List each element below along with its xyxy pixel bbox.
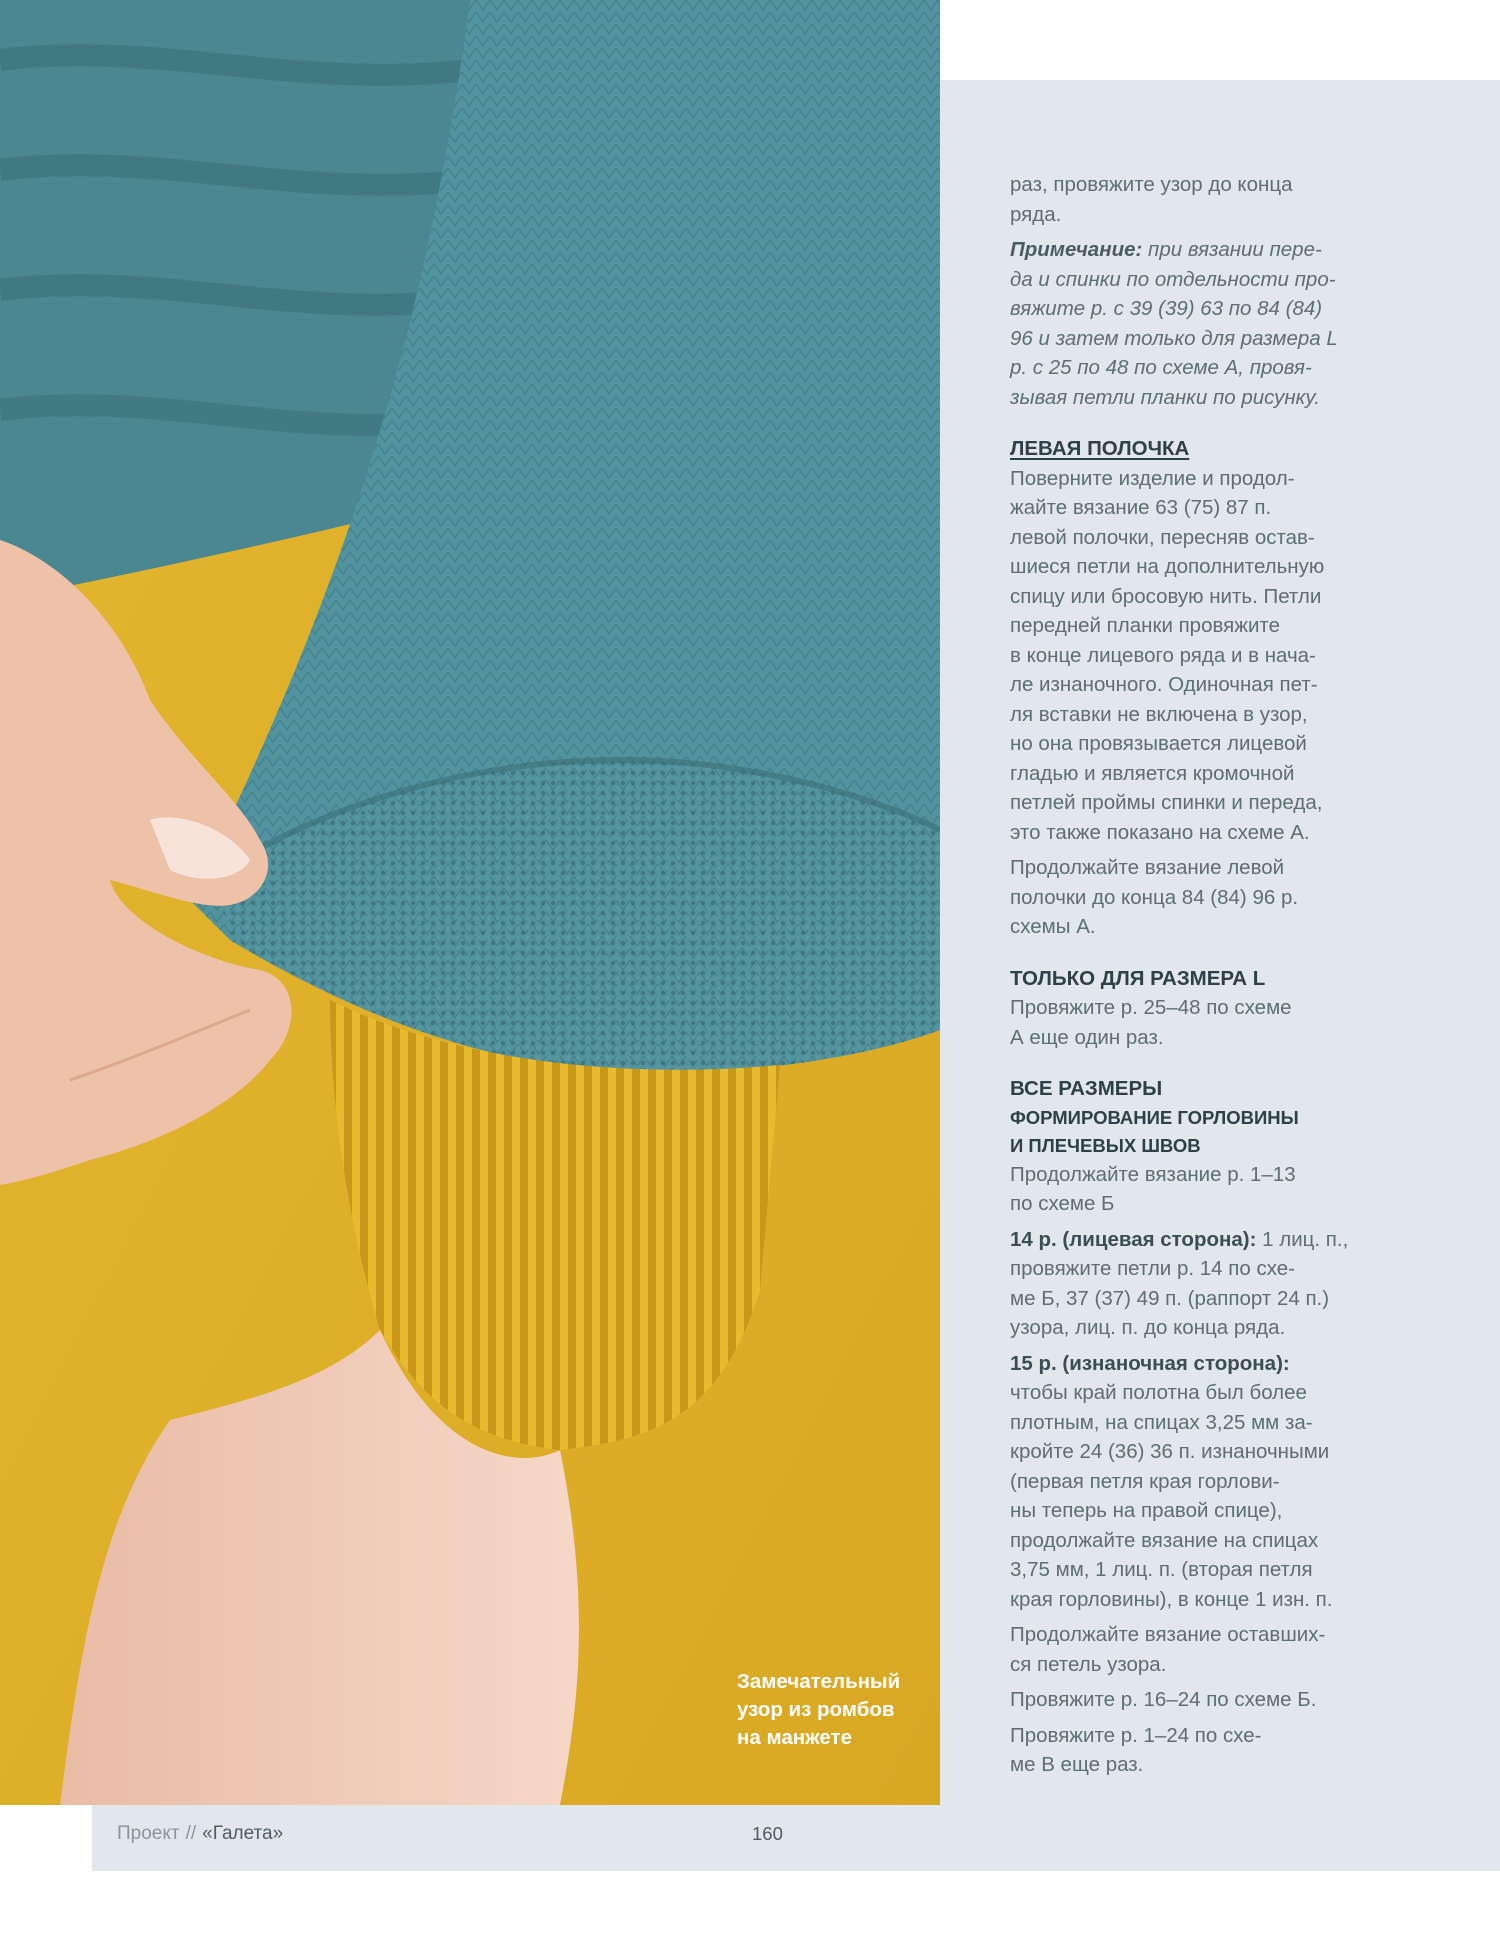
caption-line: узор из ромбов xyxy=(737,1698,895,1721)
text-line: 3,75 мм, 1 лиц. п. (вторая петля xyxy=(1010,1558,1313,1581)
left-front-paragraph-2 xyxy=(1010,853,1400,942)
note-line: 96 и затем только для размера L xyxy=(1010,326,1338,350)
text-line: в конце лицевого ряда и в нача- xyxy=(1010,643,1316,667)
text-line: (первая петля края горлови- xyxy=(1010,1469,1280,1493)
photo-caption xyxy=(737,1668,937,1752)
note-label: Примечание: xyxy=(1010,238,1143,261)
text-line: ме Б, 37 (37) 49 п. (раппорт 24 п.) xyxy=(1010,1286,1330,1310)
continue-paragraph xyxy=(1010,1620,1400,1679)
section-heading-left-front: ЛЕВАЯ ПОЛОЧКА xyxy=(1010,437,1190,460)
text-line: Провяжите р. 16–24 по схеме Б. xyxy=(1010,1688,1317,1711)
text-line: А еще один раз. xyxy=(1010,1025,1164,1049)
caption-line: Замечательный xyxy=(737,1670,901,1693)
text-line: ме В еще раз. xyxy=(1010,1753,1144,1776)
text-line: полочки до конца 84 (84) 96 р. xyxy=(1010,885,1299,909)
footer-section: Проект xyxy=(117,1823,180,1844)
text-line: кройте 24 (36) 36 п. изнаночными xyxy=(1010,1440,1330,1463)
text-line: края горловины), в конце 1 изн. п. xyxy=(1010,1587,1333,1611)
text-line: жайте вязание 63 (75) 87 п. xyxy=(1010,496,1272,519)
page-number: 160 xyxy=(752,1823,783,1844)
note-line: р. с 25 по 48 по схеме А, провя- xyxy=(1010,356,1312,379)
row-14-paragraph xyxy=(1010,1225,1400,1343)
note-paragraph xyxy=(1010,235,1400,412)
text-line: ны теперь на правой спице), xyxy=(1010,1499,1283,1522)
row-15-label: 15 р. (изнаночная сторона): xyxy=(1010,1351,1290,1375)
left-front-paragraph xyxy=(1010,464,1400,848)
text-line: петлей проймы спинки и переда, xyxy=(1010,791,1323,814)
note-line: да и спинки по отдельности про- xyxy=(1010,267,1336,291)
note-line: вяжите р. с 39 (39) 63 по 84 (84) xyxy=(1010,297,1323,320)
text-line: шиеся петли на дополнительную xyxy=(1010,555,1325,578)
text-line: чтобы край полотна был более xyxy=(1010,1381,1307,1404)
note-line: зывая петли планки по рисунку. xyxy=(1010,385,1320,409)
instructions-column xyxy=(1010,170,1400,1786)
footer-breadcrumb xyxy=(117,1822,283,1846)
text-line: передней планки провяжите xyxy=(1010,614,1280,637)
text-line: Провяжите р. 1–24 по схе- xyxy=(1010,1723,1262,1747)
text-line: узора, лиц. п. до конца ряда. xyxy=(1010,1316,1286,1339)
all-sizes-paragraph xyxy=(1010,1160,1400,1219)
text-line: плотным, на спицах 3,25 мм за- xyxy=(1010,1410,1313,1434)
text-line: ля вставки не включена в узор, xyxy=(1010,702,1308,726)
text-line: 1 лиц. п., xyxy=(1256,1227,1349,1251)
note-text: при вязании пере- xyxy=(1142,238,1322,261)
text-line: ле изнаночного. Одиночная пет- xyxy=(1010,673,1318,696)
text-line: Продолжайте вязание р. 1–13 xyxy=(1010,1162,1296,1186)
text-line: Поверните изделие и продол- xyxy=(1010,466,1295,490)
text-line: по схеме Б xyxy=(1010,1192,1115,1215)
text-line: левой полочки, пересняв остав- xyxy=(1010,525,1315,549)
text-line: ся петель узора. xyxy=(1010,1652,1167,1676)
text-line: схемы А. xyxy=(1010,915,1096,938)
row-14-label: 14 р. (лицевая сторона): xyxy=(1010,1227,1257,1251)
subheading-neckline: ФОРМИРОВАНИЕ ГОРЛОВИНЫ И ПЛЕЧЕВЫХ ШВОВ xyxy=(1010,1106,1299,1156)
rows-16-24-paragraph xyxy=(1010,1685,1400,1715)
text-line: Продолжайте вязание левой xyxy=(1010,856,1285,879)
text-line: гладью и является кромочной xyxy=(1010,761,1295,785)
text-line: это также показано на схеме А. xyxy=(1010,820,1310,844)
footer-project-name: «Галета» xyxy=(202,1823,284,1844)
text-line: Провяжите р. 25–48 по схеме xyxy=(1010,996,1292,1019)
text-line: провяжите петли р. 14 по схе- xyxy=(1010,1257,1295,1280)
text-line: продолжайте вязание на спицах xyxy=(1010,1528,1319,1552)
text-line: раз, провяжите узор до конца xyxy=(1010,173,1293,196)
text-line: спицу или бросовую нить. Петли xyxy=(1010,584,1322,608)
caption-line: на манжете xyxy=(737,1726,852,1749)
intro-paragraph xyxy=(1010,170,1400,229)
text-line: ряда. xyxy=(1010,202,1062,226)
text-line: Продолжайте вязание оставших- xyxy=(1010,1623,1326,1646)
text-line: но она провязывается лицевой xyxy=(1010,732,1307,755)
footer-separator: // xyxy=(185,1823,197,1844)
section-heading-size-l: ТОЛЬКО ДЛЯ РАЗМЕРА L xyxy=(1010,966,1266,990)
size-l-paragraph xyxy=(1010,993,1400,1052)
rows-1-24-paragraph xyxy=(1010,1721,1400,1780)
row-15-paragraph xyxy=(1010,1349,1400,1615)
section-heading-all-sizes: ВСЕ РАЗМЕРЫ xyxy=(1010,1077,1163,1100)
